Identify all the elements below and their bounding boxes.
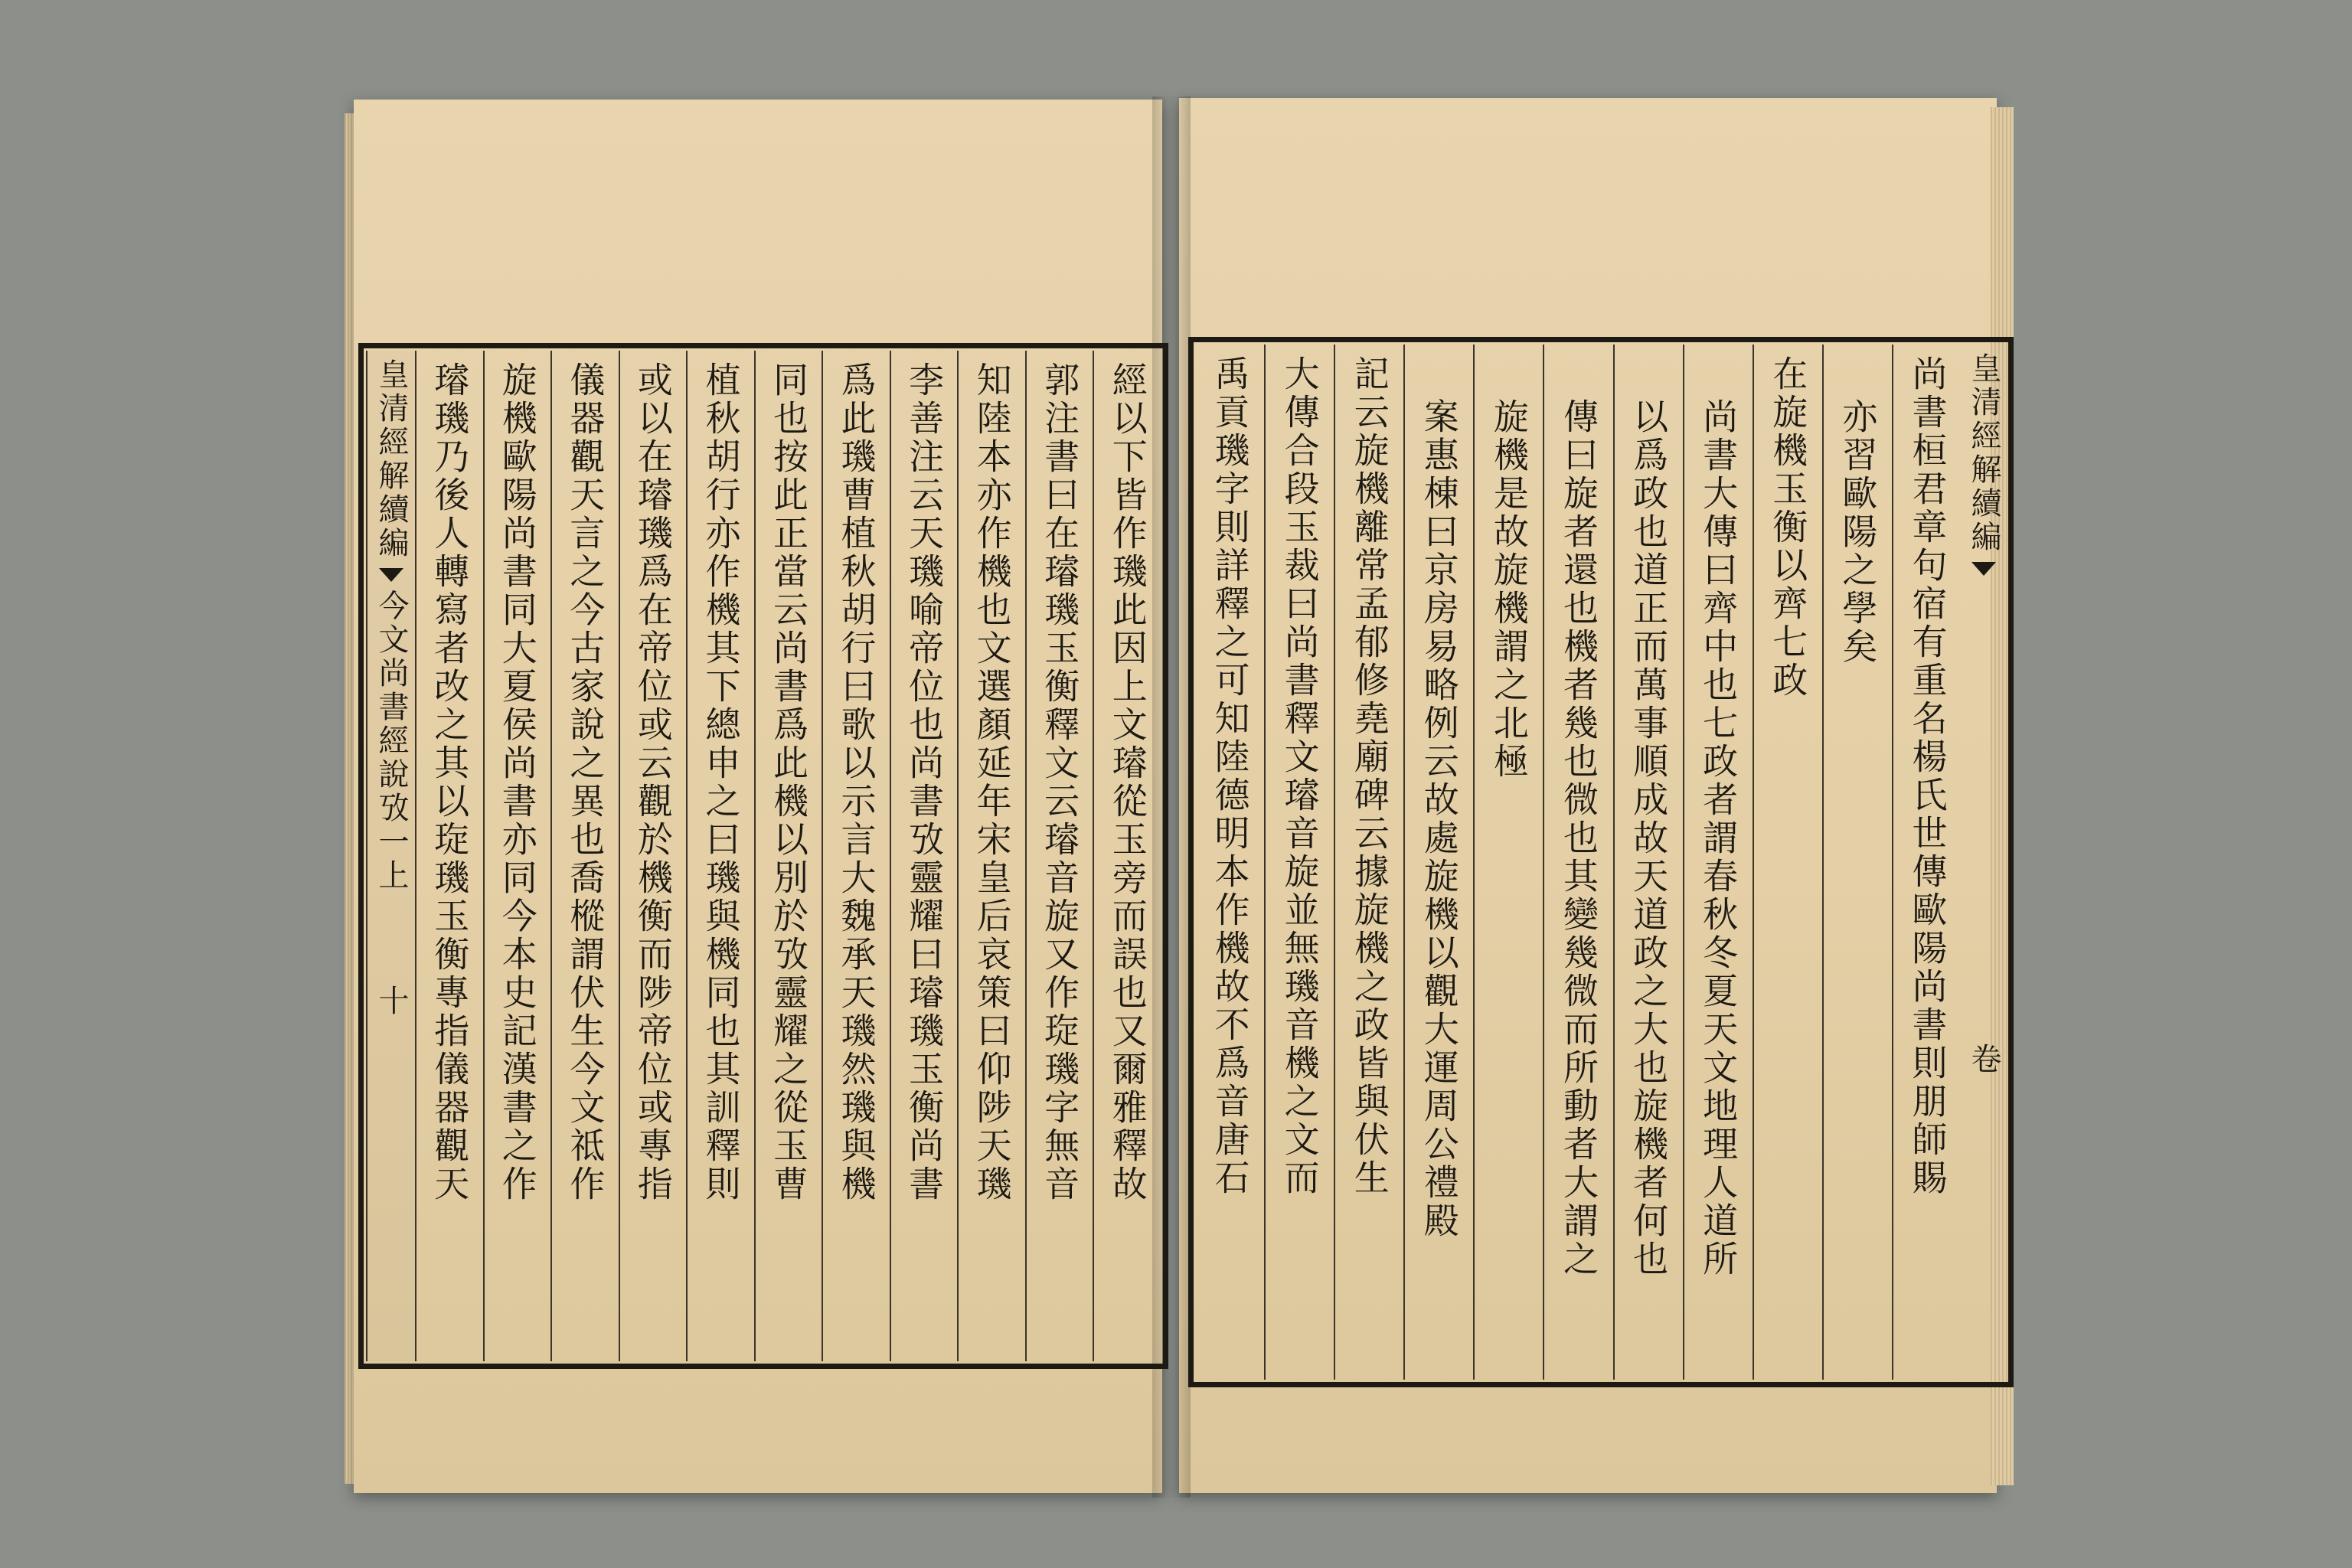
- band-title: 皇清經解續編: [1966, 352, 2001, 554]
- text-column: [1403, 345, 1473, 1380]
- column-text: 爲此璣曹植秋胡行曰歌以示言大魏承天璣然璣與機: [835, 361, 877, 1204]
- text-column: [890, 351, 958, 1361]
- right-text-block: [1196, 345, 2006, 1380]
- column-text: 尚書桓君章句宿有重名楊氏世傳歐陽尚書則朋師賜: [1906, 355, 1949, 1197]
- text-column: [415, 351, 483, 1361]
- text-column: [686, 351, 754, 1361]
- text-column: [1196, 345, 1264, 1380]
- text-column: [1683, 345, 1753, 1380]
- band-folio: 卷: [1966, 1043, 2001, 1076]
- text-column: [1892, 345, 1962, 1380]
- center-band: [1962, 345, 2006, 1380]
- text-column: [1473, 345, 1543, 1380]
- text-column: [1822, 345, 1892, 1380]
- column-text: 或以在璿璣爲在帝位或云觀於機衡而陟帝位或專指: [632, 361, 674, 1204]
- column-text: 李善注云天璣喻帝位也尚書攷靈耀曰璿璣玉衡尚書: [903, 361, 946, 1204]
- column-text: 傳曰旋者還也機者幾也微也其變幾微而所動者大謂之: [1557, 398, 1599, 1279]
- text-column: [1025, 351, 1093, 1361]
- column-text: 大傳合段玉裁曰尚書釋文璿音旋並無璣音機之文而: [1279, 355, 1321, 1197]
- text-column: [619, 351, 687, 1361]
- column-text: 植秋胡行亦作機其下總申之曰璣與機同也其訓釋則: [700, 361, 742, 1204]
- column-text: 經以下皆作璣此因上文璿從玉旁而誤也又爾雅釋故: [1106, 361, 1148, 1204]
- column-text: 知陸本亦作機也文選顏延年宋皇后哀策曰仰陟天璣: [971, 361, 1013, 1204]
- band-subtitle: 今文尚書經說攷一上: [373, 590, 409, 893]
- column-text: 璿璣乃後人轉寫者改之其以琁璣玉衡專指儀器觀天: [429, 361, 471, 1204]
- fishtail-mark: [1971, 562, 1996, 576]
- column-text: 旋機是故旋機謂之北極: [1488, 398, 1530, 781]
- column-text: 郭注書曰在璿璣玉衡釋文云璿音旋又作琁璣字無音: [1039, 361, 1081, 1204]
- text-column: [1613, 345, 1683, 1380]
- column-text: 尚書大傳曰齊中也七政者謂春秋冬夏天文地理人道所: [1697, 398, 1740, 1279]
- text-column: [1753, 345, 1822, 1380]
- band-folio: 十: [373, 985, 409, 1018]
- column-text: 亦習歐陽之學矣: [1837, 398, 1879, 666]
- text-column: [1334, 345, 1403, 1380]
- center-band: [366, 351, 415, 1361]
- text-column: [1264, 345, 1334, 1380]
- text-column: [957, 351, 1025, 1361]
- band-title: 皇清經解續編: [373, 358, 409, 560]
- column-text: 同也按此正當云尚書爲此機以別於攷靈耀之從玉曹: [767, 361, 809, 1204]
- text-column: [1093, 351, 1161, 1361]
- column-text: 儀器觀天言之今古家說之異也喬樅謂伏生今文祗作: [564, 361, 606, 1204]
- text-column: [822, 351, 890, 1361]
- text-column: [754, 351, 822, 1361]
- column-text: 禹貢璣字則詳釋之可知陸德明本作機故不爲音唐石: [1209, 355, 1251, 1197]
- text-column: [550, 351, 619, 1361]
- text-column: [1543, 345, 1612, 1380]
- column-text: 旋機歐陽尚書同大夏侯尚書亦同今本史記漢書之作: [496, 361, 538, 1204]
- column-text: 在旋機玉衡以齊七政: [1767, 355, 1809, 700]
- column-text: 以爲政也道正而萬事順成故天道政之大也旋機者何也: [1628, 398, 1670, 1279]
- column-text: 案惠棟曰京房易略例云故處旋機以觀大運周公禮殿: [1418, 398, 1460, 1240]
- text-column: [483, 351, 551, 1361]
- column-text: 記云旋機離常孟郁修堯廟碑云據旋機之政皆與伏生: [1348, 355, 1390, 1197]
- fishtail-mark: [379, 568, 403, 582]
- left-text-block: [366, 351, 1161, 1361]
